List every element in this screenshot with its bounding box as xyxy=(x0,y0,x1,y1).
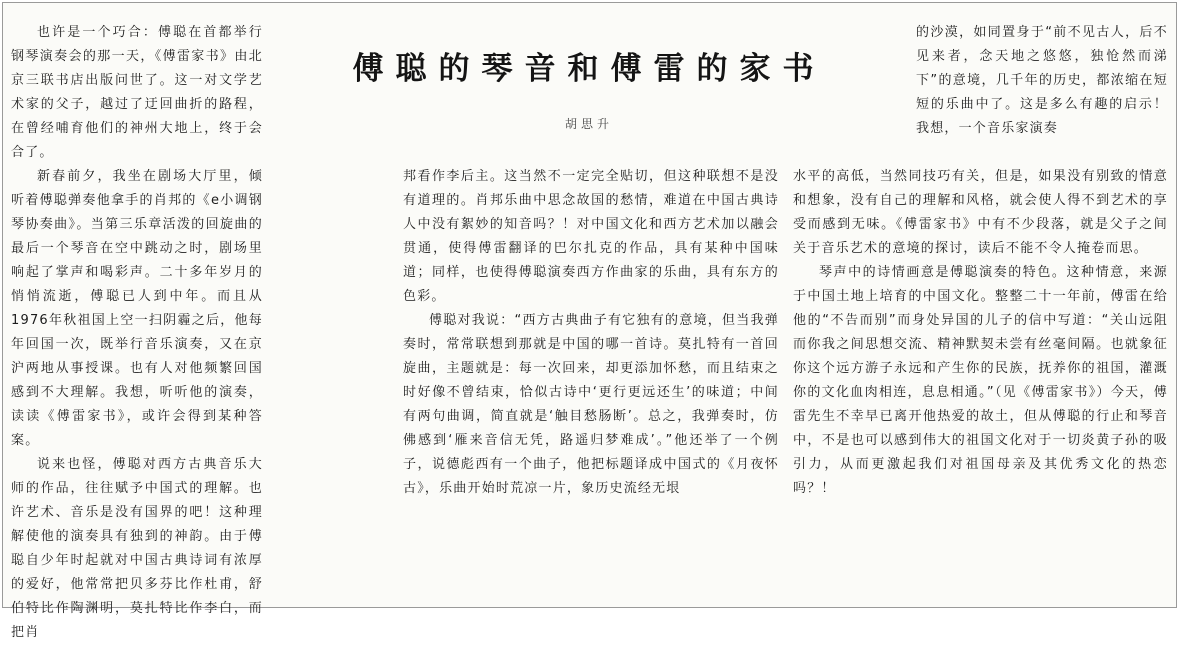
text-column-top-right xyxy=(916,21,1168,165)
paragraph: 说来也怪，傅聪对西方古典音乐大师的作品，往往赋予中国式的理解。也许艺术、音乐是没有国界的吧！这种理解使他的演奏具有独到的神韵。由于傅聪自少年时起就对中国古典诗词有浓厚的爱好，他常常把贝多芬比作杜甫，舒伯特比作陶渊明，莫扎特比作李白，而把肖 xyxy=(11,457,263,640)
paragraph: 琴声中的诗情画意是傅聪演奏的特色。这种情意，来源于中国土地上培育的中国文化。整整二十一年前，傅雷在给他的“不告而别”而身处异国的儿子的信中写道：“关山远阻而你我之间思想交流、精神默契未尝有丝毫间隔。也就象征你这个远方游子永远和产生你的民族，抚养你的祖国，灌溉你的文化血肉相连，息息相通。”（见《傅雷家书》）今天，傅雷先生不幸早已离开他热爱的故土，但从傅聪的行止和琴音中，不是也可以感到伟大的祖国文化对于一切炎黄子孙的吸引力，从而更激起我们对祖国母亲及其优秀文化的热恋吗？！ xyxy=(793,265,1168,496)
article-title: 傅聪的琴音和傅雷的家书 xyxy=(352,51,826,87)
text-column-1 xyxy=(11,21,263,640)
author-byline: 胡思升 xyxy=(564,117,613,131)
paragraph: 也许是一个巧合：傅聪在首都举行钢琴演奏会的那一天，《傅雷家书》由北京三联书店出版问世了。这一对文学艺术家的父子，越过了迂回曲折的路程，在曾经哺育他们的神州大地上，终于会合了。 xyxy=(11,25,263,160)
paragraph: 新春前夕，我坐在剧场大厅里，倾听着傅聪弹奏他拿手的肖邦的《e小调钢琴协奏曲》。当第三乐章活泼的回旋曲的最后一个琴音在空中跳动之时，剧场里响起了掌声和喝彩声。二十多年岁月的悄悄流逝，傅聪已人到中年。而且从1976年秋祖国上空一扫阴霾之后，他每年回国一次，既举行音乐演奏，又在京沪两地从事授课。也有人对他频繁回国感到不大理解。我想，听听他的演奏，读读《傅雷家书》，或许会得到某种答案。 xyxy=(11,169,263,448)
paragraph: 水平的高低，当然同技巧有关，但是，如果没有别致的情意和想象，没有自己的理解和风格，就会使人得不到艺术的享受而感到无味。《傅雷家书》中有不少段落，就是父子之间关于音乐艺术的意境的探讨，读后不能不令人掩卷而思。 xyxy=(793,169,1168,256)
text-column-2 xyxy=(403,165,779,601)
paragraph: 的沙漠，如同置身于“前不见古人，后不见来者，念天地之悠悠，独怆然而涕下”的意境，几千年的历史，都浓缩在短短的乐曲中了。这是多么有趣的启示！我想，一个音乐家演奏 xyxy=(916,25,1168,136)
newspaper-clipping xyxy=(2,2,1177,640)
text-column-3 xyxy=(793,165,1168,601)
paragraph: 邦看作李后主。这当然不一定完全贴切，但这种联想不是没有道理的。肖邦乐曲中思念故国的愁情，难道在中国古典诗人中没有絮妙的知音吗？！对中国文化和西方艺术加以融会贯通，使得傅雷翻译的巴尔扎克的作品，具有某种中国味道；同样，也使得傅聪演奏西方作曲家的乐曲，具有东方的色彩。 xyxy=(403,169,779,304)
paragraph: 傅聪对我说：“西方古典曲子有它独有的意境，但当我弹奏时，常常联想到那就是中国的哪一首诗。莫扎特有一首回旋曲，主题就是：每一次回来，却更添加怀愁，而且结束之时好像不曾结束，恰似古诗中‘更行更远还生’的味道；中间有两句曲调，简直就是‘触目愁肠断’。总之，我弹奏时，仿佛感到‘雁来音信无凭，路遥归梦难成’。”他还举了一个例子，说德彪西有一个曲子，他把标题译成中国式的《月夜怀古》，乐曲开始时荒凉一片，象历史流经无垠 xyxy=(403,313,779,496)
